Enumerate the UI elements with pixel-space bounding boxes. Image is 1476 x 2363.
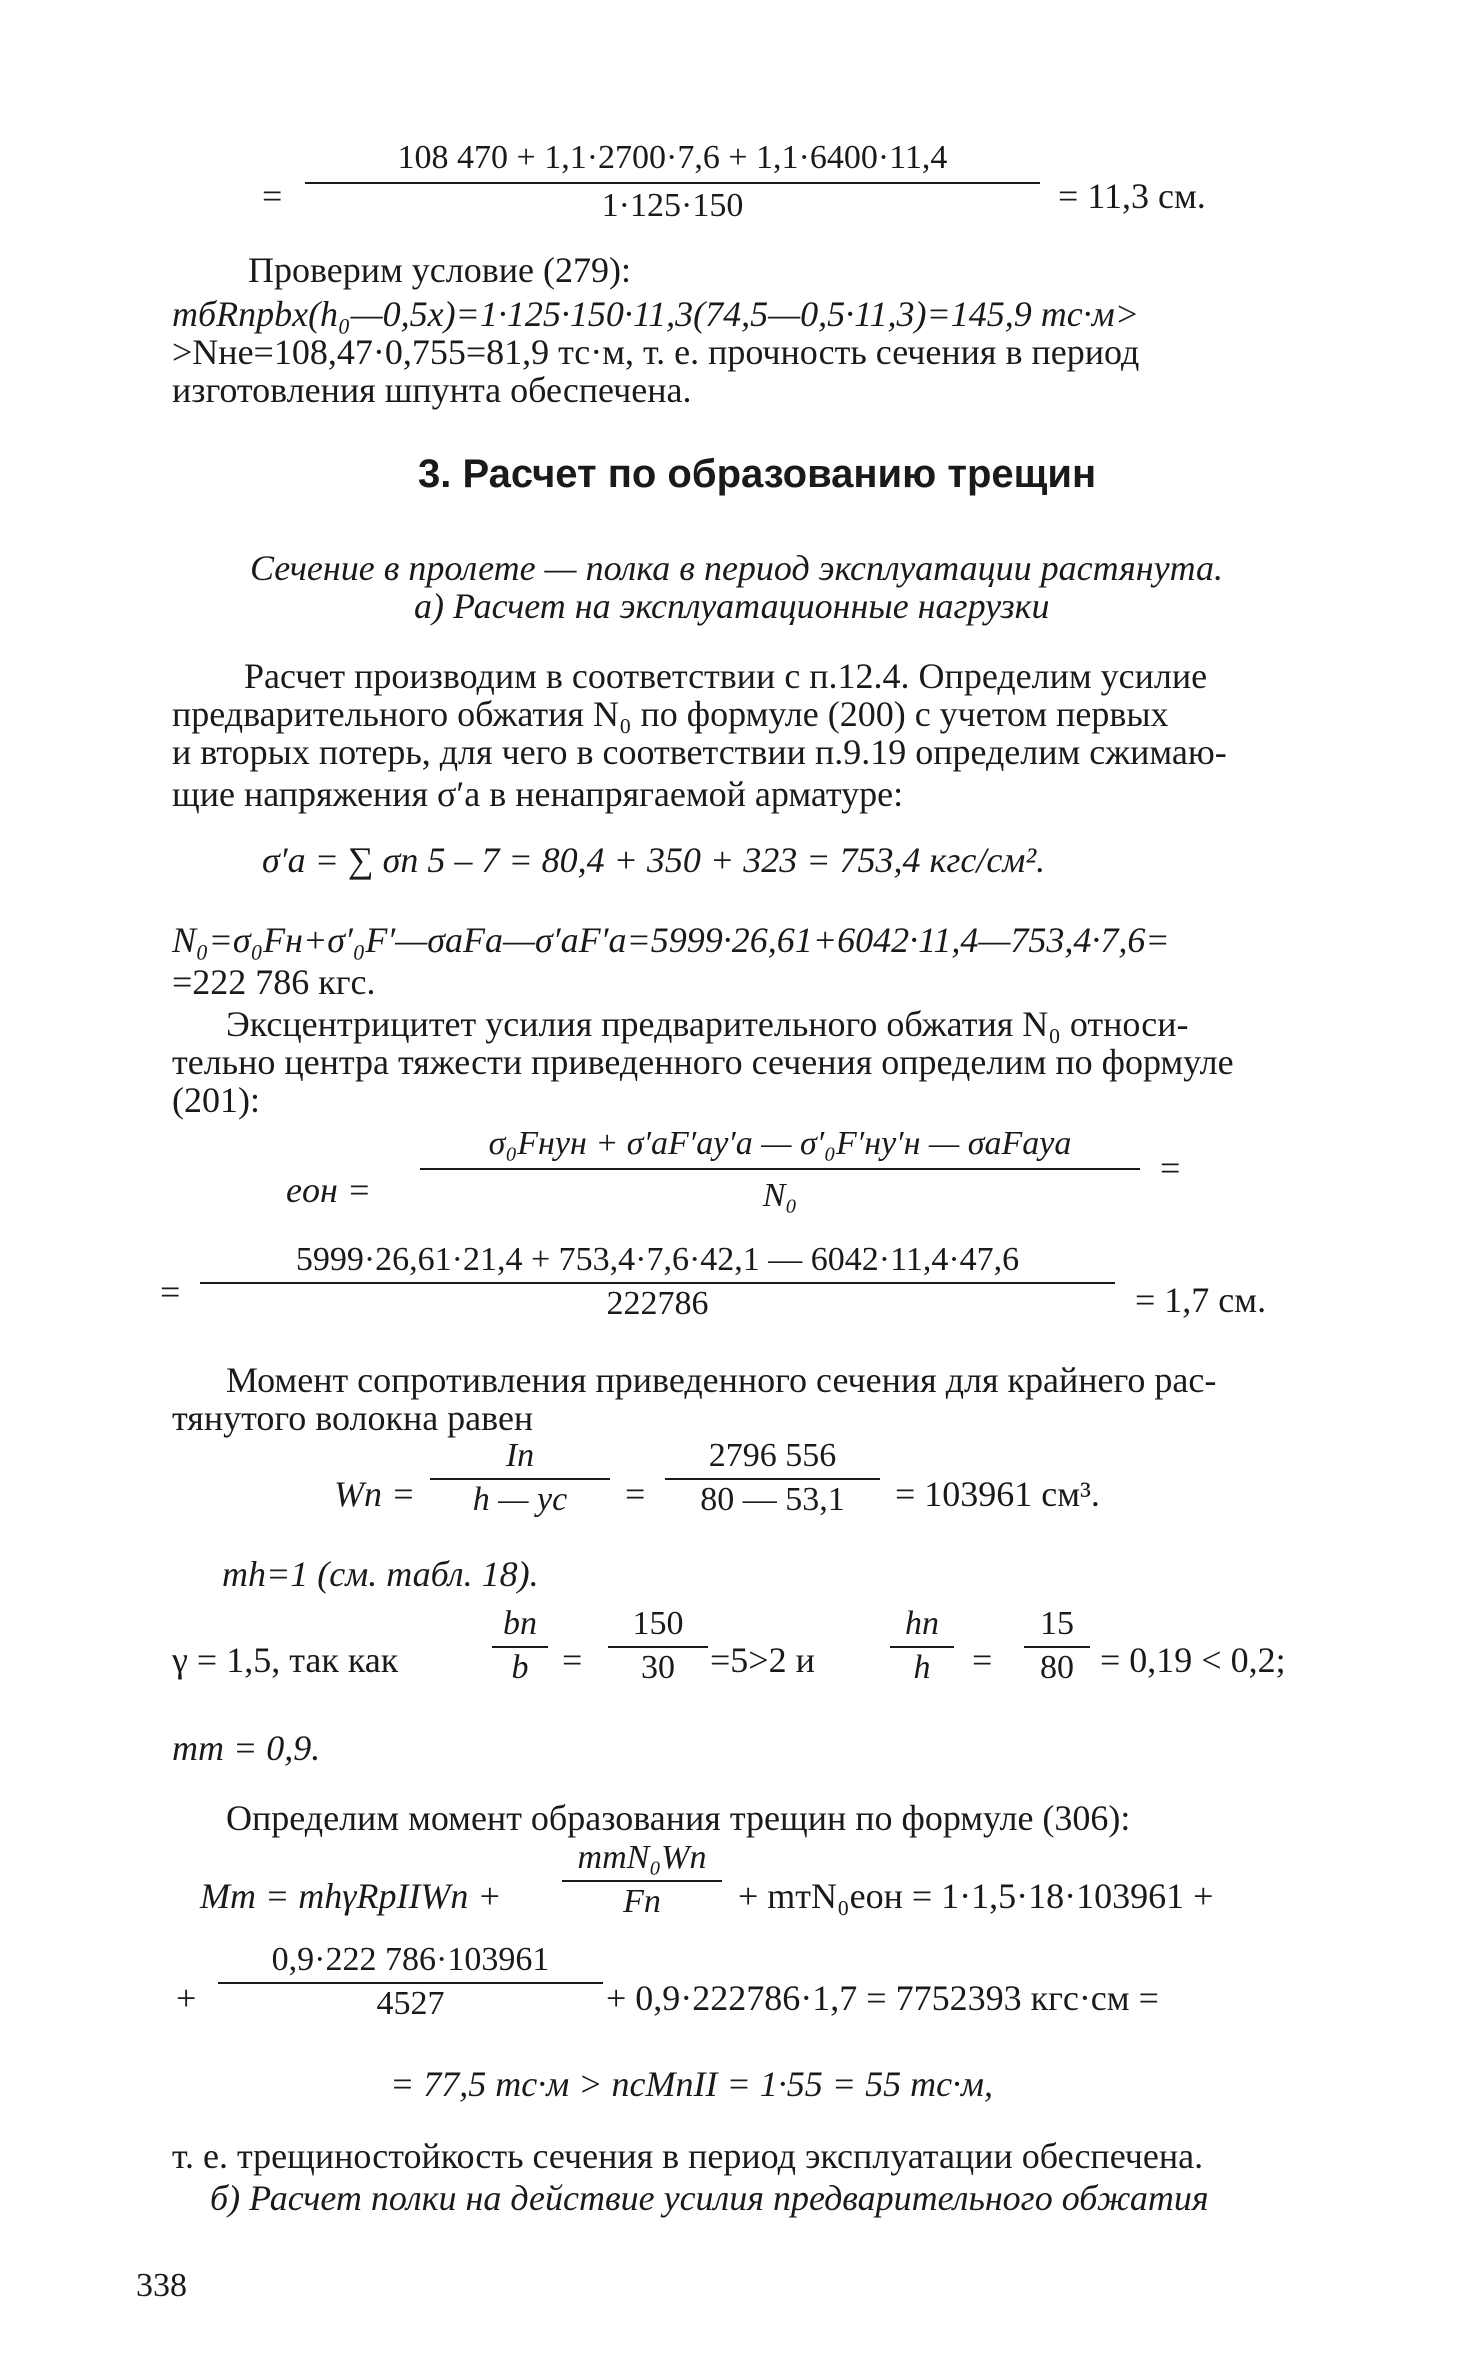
para2-line-3: (201):	[172, 1080, 260, 1120]
para1-line-2: предварительного обжатия N₀ по формуле (200) с учетом первых	[172, 694, 1169, 734]
eq-W-f1-numerator: Iп	[505, 1437, 535, 1474]
para1-line-4: щие напряжения σ′а в ненапрягаемой арматуре:	[172, 774, 904, 814]
mt-line: mт = 0,9.	[172, 1728, 321, 1768]
section-heading: 3. Расчет по образованию трещин	[418, 452, 1097, 496]
eq-N0-line-2: =222 786 кгс.	[172, 962, 376, 1002]
eq-eon2-lead: =	[160, 1272, 181, 1312]
para3-line-1: Момент сопротивления приведенного сечения для крайнего рас-	[226, 1360, 1217, 1400]
eq-W-f1-denominator: h — yс	[472, 1481, 568, 1518]
eq-M-rhs: + mтN₀eон = 1·1,5·18·103961 +	[738, 1876, 1214, 1916]
eq-eon-rhs: =	[1160, 1148, 1181, 1188]
gamma-eq-2: =	[972, 1640, 993, 1680]
subtitle-line-1: Сечение в пролете — полка в период эксплуатации растянута.	[250, 548, 1224, 588]
para2-line-1: Эксцентрицитет усилия предварительного обжатия N₀ относи-	[226, 1004, 1189, 1044]
gamma-f2-numerator: 150	[632, 1605, 684, 1642]
eq-eon-denominator: N₀	[762, 1177, 798, 1214]
para2-line-2: тельно центра тяжести приведенного сечения определим по формуле	[172, 1042, 1234, 1082]
subsection-b: б) Расчет полки на действие усилия предварительного обжатия	[210, 2178, 1209, 2218]
eq-top-numerator: 108 470 + 1,1·2700·7,6 + 1,1·6400·11,4	[397, 139, 948, 176]
eq-eon2-numerator: 5999·26,61·21,4 + 753,4·7,6·42,1 — 6042·11,4·47,6	[295, 1241, 1020, 1278]
eq-W-result: = 103961 см³.	[895, 1474, 1100, 1514]
eq-N0-line-1: N₀=σ₀Fн+σ′₀F′—σаFа—σ′аF′а=5999·26,61+6042·11,4—753,4·7,6=	[172, 920, 1170, 960]
gamma-f2-denominator: 30	[641, 1649, 675, 1686]
eq-top-lead: =	[262, 176, 283, 216]
eq-M-denominator: Fп	[623, 1883, 661, 1920]
gamma-f4-denominator: 80	[1040, 1649, 1074, 1686]
mh-line: mh=1 (см. табл. 18).	[222, 1554, 539, 1594]
subtitle-line-2: а) Расчет на эксплуатационные нагрузки	[414, 586, 1050, 626]
eq-M2-numerator: 0,9·222 786·103961	[271, 1941, 550, 1978]
eq-M3: = 77,5 тс·м > ncMпII = 1·55 = 55 тс·м,	[390, 2064, 994, 2104]
eq-M2-denominator: 4527	[376, 1985, 445, 2022]
gamma-eq-1: =	[562, 1640, 583, 1680]
eq-W-lhs: Wп =	[334, 1474, 416, 1514]
eq-sigma: σ′а = ∑ σп 5 – 7 = 80,4 + 350 + 323 = 753,4 кгс/см².	[262, 840, 1046, 880]
gamma-f1-denominator: b	[511, 1649, 529, 1686]
para3-line-2: тянутого волокна равен	[172, 1398, 534, 1438]
gamma-mid: =5>2 и	[710, 1640, 815, 1680]
eq-W-f2-denominator: 80 — 53,1	[700, 1481, 845, 1518]
check-intro: Проверим условие (279):	[248, 250, 631, 290]
check-line-1: mбRпрbx(h₀—0,5x)=1·125·150·11,3(74,5—0,5·11,3)=145,9 тс·м>	[172, 294, 1140, 334]
eq-top-denominator: 1·125·150	[601, 187, 744, 224]
gamma-f3-denominator: h	[913, 1649, 931, 1686]
gamma-f4-numerator: 15	[1040, 1605, 1074, 1642]
eq-M-lhs: Mт = mhγRpIIWп +	[200, 1876, 502, 1916]
page-number: 338	[136, 2267, 187, 2304]
para1-line-3: и вторых потерь, для чего в соответствии п.9.19 определим сжимаю-	[172, 732, 1227, 772]
fraction-bar	[420, 1168, 1140, 1170]
eq-M2-lead: +	[176, 1978, 197, 2018]
gamma-f3-numerator: hп	[905, 1605, 939, 1642]
eq-eon-numerator: σ₀Fнyн + σ′аF′аy′а — σ′₀F′нy′н — σаFаyа	[488, 1125, 1072, 1162]
check-line-2: >Nнe=108,47·0,755=81,9 тс·м, т. е. прочность сечения в период	[172, 332, 1140, 372]
eq-M-numerator: mтN₀Wп	[577, 1839, 707, 1876]
para4: Определим момент образования трещин по формуле (306):	[226, 1798, 1131, 1838]
gamma-f1-numerator: bп	[503, 1605, 537, 1642]
eq-top-result: = 11,3 см.	[1058, 176, 1206, 216]
eq-W-f2-numerator: 2796 556	[708, 1437, 837, 1474]
eq-eon-lhs: eон =	[286, 1170, 372, 1210]
conclusion: т. е. трещиностойкость сечения в период эксплуатации обеспечена.	[172, 2136, 1204, 2176]
check-line-3: изготовления шпунта обеспечена.	[172, 370, 692, 410]
eq-eon2-result: = 1,7 см.	[1135, 1280, 1267, 1320]
eq-W-equals: =	[625, 1474, 646, 1514]
para1-line-1: Расчет производим в соответствии с п.12.4. Определим усилие	[244, 656, 1208, 696]
fraction-bar	[305, 182, 1040, 184]
gamma-tail: = 0,19 < 0,2;	[1100, 1640, 1286, 1680]
eq-M2-rhs: + 0,9·222786·1,7 = 7752393 кгс·см =	[606, 1978, 1159, 2018]
eq-eon2-denominator: 222786	[606, 1285, 709, 1322]
gamma-lead: γ = 1,5, так как	[172, 1640, 399, 1680]
